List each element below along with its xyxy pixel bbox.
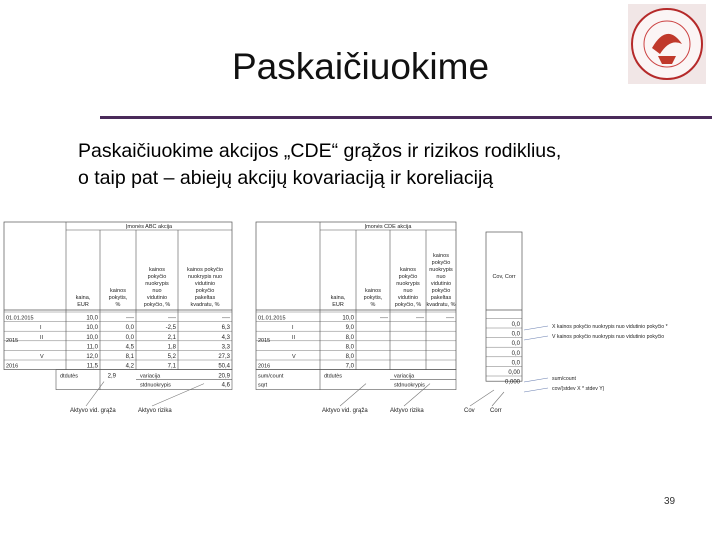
quarter-label: I (40, 325, 42, 332)
footer-label: dtdutės (60, 373, 79, 380)
table-cell: 0,0 (125, 325, 134, 332)
column-header: vidutinio (194, 281, 216, 287)
table-cell: 11,5 (86, 363, 98, 370)
table-cell: 50,4 (218, 363, 230, 370)
column-header: pokyčio (431, 288, 451, 294)
footer-value: 4,6 (221, 382, 230, 389)
column-header: % (115, 302, 121, 308)
column-header: pokytis, (363, 295, 383, 301)
note-arrow (524, 336, 548, 340)
table-cell: 0,0 (511, 350, 520, 357)
footer-label: stdnuokrypis (394, 382, 425, 389)
column-header: pakeltas (194, 295, 216, 301)
note-text: X kainos pokyčio nuokrypis nuo vidutinio pokyčio * (552, 324, 668, 330)
year-label: 2015 (6, 337, 19, 344)
annotation-label: Aktyvo vid. grąža (70, 408, 116, 414)
side-notes (524, 324, 668, 392)
cov-frame (486, 232, 522, 381)
column-header: Cov, Corr (492, 274, 516, 280)
column-header: nuokrypis (145, 281, 169, 287)
table-cell: 8,0 (345, 334, 354, 341)
column-header: vidutinio (397, 295, 419, 301)
table-cell: 12,0 (86, 354, 98, 360)
table-cell: 8,0 (345, 344, 354, 351)
table-cell: ---- (446, 315, 454, 322)
table-cell: 27,3 (218, 354, 230, 360)
note-arrow (524, 388, 548, 392)
table-cell: 10,0 (86, 334, 98, 341)
table-cell: 2,1 (167, 334, 176, 341)
footer-label: variacija (140, 373, 161, 380)
row-label: 2016 (6, 363, 19, 370)
annotation-label: Corr (490, 408, 502, 414)
table-cell: ---- (126, 315, 134, 322)
quarter-label: II (40, 334, 44, 341)
column-header: nuokrypis (429, 267, 453, 273)
note-arrow (524, 326, 548, 330)
table-cell: 6,3 (221, 325, 230, 332)
table-cell: 10,0 (86, 315, 98, 322)
annotation-label: Cov (464, 408, 475, 414)
table-cell: 0,00 (508, 370, 520, 376)
body-line-2: o taip pat – abiejų akcijų kovariaciją ir koreliaciją (78, 167, 494, 189)
column-header: kainos pokyčio (186, 267, 224, 273)
column-header: vidutinio (146, 295, 168, 301)
table-cov (464, 232, 522, 414)
annotation-arrow (340, 384, 366, 406)
column-header: EUR (77, 302, 89, 308)
group-header: Įmonės CDE akcija (364, 224, 412, 230)
body-line-1: Paskaičiuokime akcijos „CDE“ grąžos ir rizikos rodiklius, (78, 140, 562, 162)
annotation-arrow (492, 392, 504, 406)
footer-label: sqrt (258, 382, 268, 389)
column-header: pokyčio (398, 274, 418, 280)
column-header: pokyčio, % (394, 302, 422, 308)
table-cell: 0,0 (511, 341, 520, 348)
table-cell: 0,0 (511, 322, 520, 328)
quarter-label: V (292, 354, 296, 360)
column-header: kainos (365, 288, 381, 294)
table-cell: ---- (168, 315, 176, 322)
table-cell: 10,0 (86, 325, 98, 332)
quarter-label: II (292, 334, 296, 341)
title-divider (100, 116, 712, 119)
column-header: pakeltas (430, 295, 452, 301)
table-cell: 7,0 (345, 363, 354, 370)
slide-title: Paskaičiuokime (232, 46, 490, 87)
column-header: kainos (110, 288, 126, 294)
table-cell: 4,5 (125, 344, 134, 351)
footer-label: dtdutės (324, 373, 343, 380)
column-header: pokyčio (195, 288, 215, 294)
column-header: kvadratu, % (426, 302, 456, 308)
quarter-label: I (292, 325, 294, 332)
column-header: nuo (152, 288, 162, 294)
table-cell: 4,3 (221, 334, 230, 341)
note-text: sum/count (552, 376, 576, 382)
spreadsheet-screenshot (0, 218, 720, 418)
note-text: cov/(stdev X * stdev Y) (552, 386, 605, 392)
annotation-label: Aktyvo rizika (138, 408, 172, 414)
footer-value: 20,9 (218, 373, 230, 380)
table-cell: 0,0 (511, 331, 520, 338)
column-header: kainos (400, 267, 416, 273)
footer-label: sum/count (258, 373, 284, 380)
column-header: kaina, (330, 295, 346, 301)
table-cell: ---- (416, 315, 424, 322)
quarter-label: V (40, 354, 44, 360)
annotation-label: Aktyvo rizika (390, 408, 424, 414)
column-header: EUR (332, 302, 344, 308)
table-cell: 9,0 (345, 325, 354, 332)
column-header: pokyčio (431, 260, 451, 266)
column-header: nuokrypis nuo (187, 274, 223, 280)
table-cell: 8,1 (125, 354, 134, 360)
table-cell: 11,0 (86, 344, 98, 351)
footer-value: 2,9 (107, 373, 116, 380)
year-label: 2015 (258, 337, 271, 344)
row-label: 01.01.2015 (258, 315, 286, 322)
footer-label: variacija (394, 373, 415, 380)
table-cell: 7,1 (167, 363, 176, 370)
table-cell: 5,2 (167, 354, 176, 360)
note-text: V kainos pokyčio nuokrypis nuo vidutinio pokyčio (552, 334, 665, 340)
footer-label: stdnuokrypis (140, 382, 171, 389)
column-header: pokyčio, % (143, 302, 171, 308)
page-number: 39 (664, 496, 676, 507)
column-header: nuokrypis (396, 281, 420, 287)
university-seal-logo (628, 4, 706, 84)
row-label: 2016 (258, 363, 271, 370)
table-cell: 0,0 (511, 360, 520, 367)
table-cell: 1,8 (167, 344, 176, 351)
row-label: 01.01.2015 (6, 315, 34, 322)
column-header: nuo (436, 274, 446, 280)
column-header: vidutinio (430, 281, 452, 287)
column-header: % (370, 302, 376, 308)
table-cde (256, 222, 456, 414)
group-header: Įmonės ABC akcija (125, 224, 173, 230)
table-cell: ---- (380, 315, 388, 322)
table-cell: 3,3 (221, 344, 230, 351)
body-text (78, 138, 708, 192)
column-header: pokyčio (147, 274, 167, 280)
annotation-label: Aktyvo vid. grąža (322, 408, 368, 414)
column-header: kvadratu, % (190, 302, 220, 308)
column-header: kainos (433, 253, 449, 259)
column-header: kaina, (75, 295, 91, 301)
table-cell: 8,0 (345, 354, 354, 360)
annotation-arrow (86, 382, 104, 406)
column-header: nuo (403, 288, 413, 294)
table-cell: 4,2 (125, 363, 134, 370)
table-cell: 0,000 (504, 379, 520, 386)
table-cell: ---- (222, 315, 230, 322)
table-cell: 0,0 (125, 334, 134, 341)
table-abc (4, 222, 232, 414)
column-header: pokytis, (108, 295, 128, 301)
table-cell: 10,0 (342, 315, 354, 322)
table-cell: -2,5 (165, 325, 176, 332)
annotation-arrow (470, 390, 494, 406)
column-header: kainos (149, 267, 165, 273)
note-arrow (524, 378, 548, 382)
